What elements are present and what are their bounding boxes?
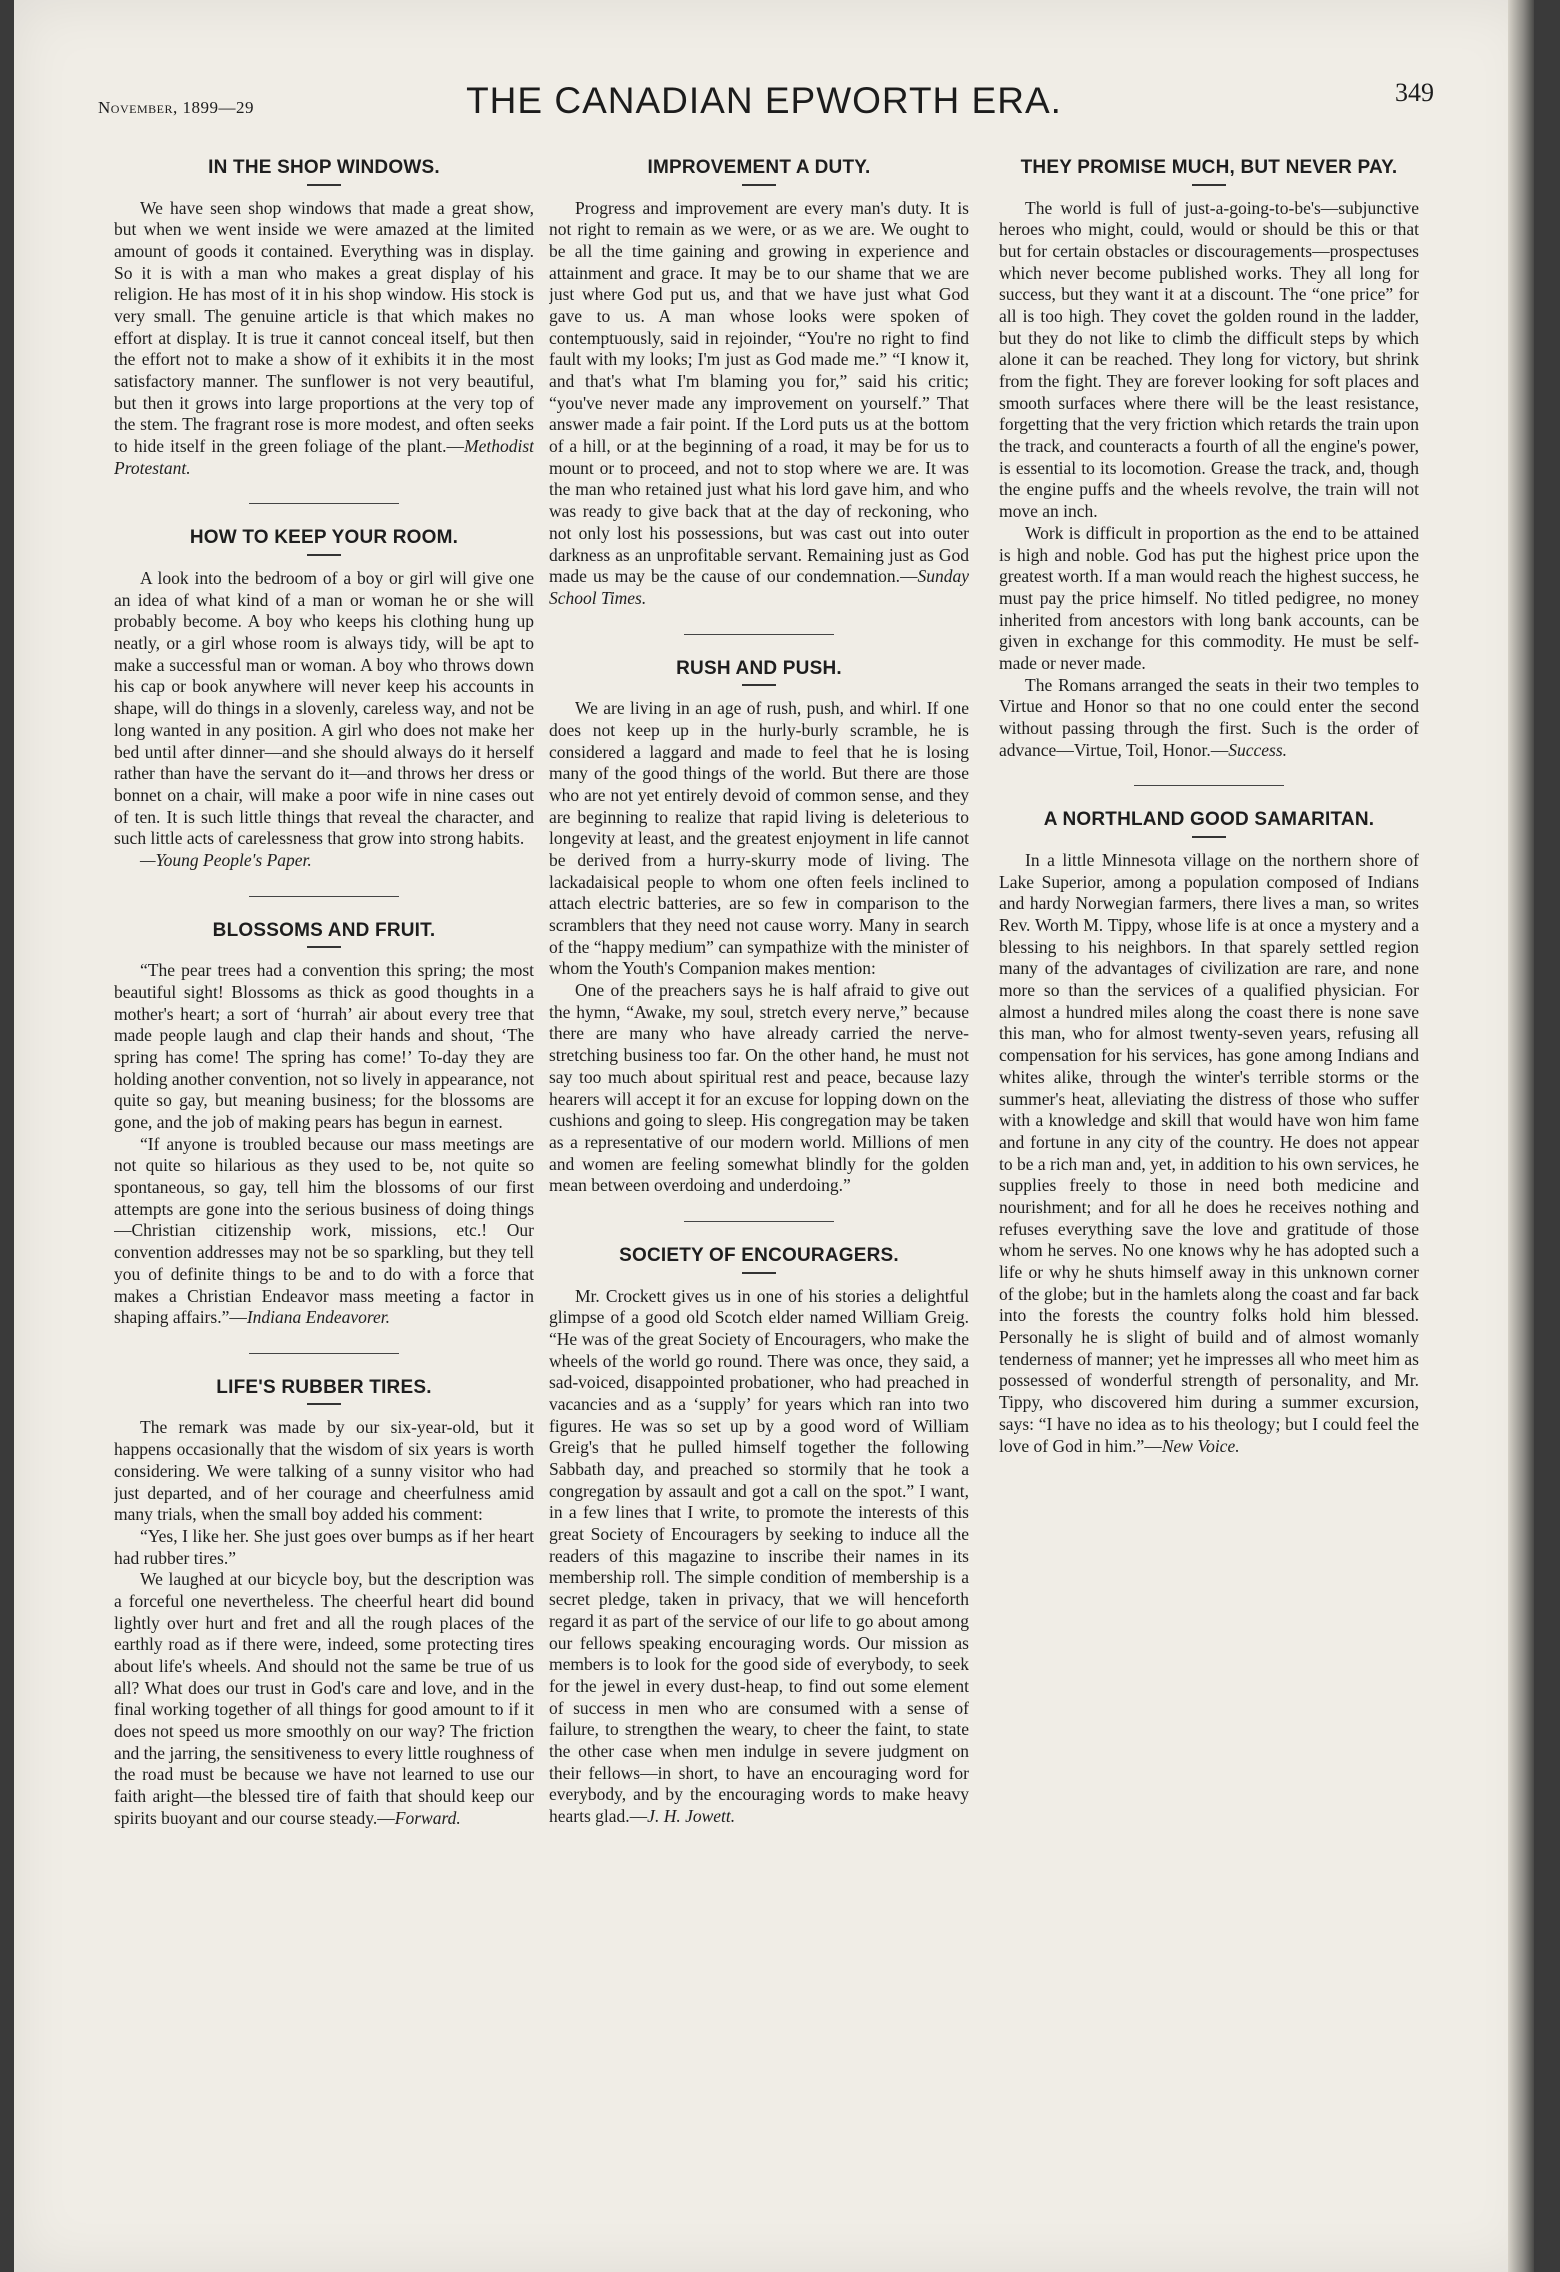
publication-title: THE CANADIAN EPWORTH ERA. [466,80,1062,121]
article-encouragers [549,1244,969,1828]
article-paragraph: A look into the bedroom of a boy or girl will give one an idea of what kind of a man or woman he or she will probably become. A boy who keeps his clothing hung up neatly, or a girl whose room is always tidy, will be apt to make a successful man or woman. A boy who throws down his cap or book anywhere will never keep his accounts in shape, will do things in a slovenly, careless way, and not be long wanted in any position. A girl who does not make her bed until after dinner—and she should always do it herself rather than have the servant do it—and throws her dress or bonnet on a chair, will make a poor wife in nine cases out of ten. It is such little things that reveal the character, and such little acts of carelessness that grow into strong habits. [114,568,534,849]
title-rule [307,184,341,186]
article-promise [999,156,1419,761]
page-edge [1508,0,1534,2272]
article-title: LIFE'S RUBBER TIRES. [216,1376,432,1398]
page [14,0,1534,2272]
article-title: IN THE SHOP WINDOWS. [208,157,440,178]
article-title: RUSH AND PUSH. [676,657,842,679]
article-title: BLOSSOMS AND FRUIT. [212,919,436,941]
title-rule [307,946,341,948]
column-1 [114,150,534,2220]
page-number: 349 [1395,78,1434,107]
column-3 [999,150,1419,2220]
column-2 [549,150,969,2220]
article-paragraph: We laughed at our bicycle boy, but the description was a forceful one nevertheless. The cheerful heart did bound lightly over hurt and fret and all the rough places of the earthly road as if there were, indeed, some protecting tires about life's wheels. And should not the same be true of us all? What does our trust in God's care and love, and in the final working together of all things for good amount to if it does not speed us more smoothly on our way? The friction and the jarring, the sensitiveness to every little roughness of the road must be because we have not learned to use our faith aright—the blessed tire of faith that should keep our spirits buoyant and our course steady.—Forward. [114,1569,534,1828]
article-separator [249,1353,399,1354]
article-paragraph: “Yes, I like her. She just goes over bumps as if her heart had rubber tires.” [114,1525,534,1568]
article-title: HOW TO KEEP YOUR ROOM. [189,527,459,549]
article-rubber-tires [114,1376,534,1830]
article-source: J. H. Jowett. [647,1806,736,1827]
article-paragraph: Progress and improvement are every man's duty. It is not right to remain as we were, or as we are. We ought to be all the time gaining and growing in experience and attainment and grace. It may be to our shame that we are just where God put us, and that we have just what God gave to us. A man whose looks were spoken of contemptuously, said in rejoinder, “You're no right to find fault with my looks; I'm just as God made me.” “I know it, and that's what I'm blaming you for,” said his critic; “you've never made any improvement on yourself.” That answer made a fair point. If the Lord puts us at the bottom of a hill, or at the beginning of a road, it may be for us to mount or to proceed, and not to stop where we are. It was the man who retained just what his lord gave him, and who was ready to give back that at the day of reckoning, who not only lost his possessions, but was cast out into outer darkness as an unprofitable servant. Remaining just as God made us may be the cause of our condemnation.—Sunday School Times. [549,197,969,608]
article-source: New Voice. [1161,1435,1240,1456]
article-source: Sunday School Times. [549,566,969,608]
article-paragraph: We are living in an age of rush, push, and whirl. If one does not keep up in the hurly-burly scramble, he is considered a laggard and made to feel that he is losing many of the good things of the world. But there are those who are not yet entirely devoid of common sense, and they are beginning to realize that rapid living is deleterious to longevity at least, and the greatest enjoyment in life cannot be derived from a hurry-skurry mode of living. The lackadaisical people to whom one often feels inclined to attach electric batteries, are so few in comparison to the scramblers that they need not cause worry. Many in search of the “happy medium” can sympathize with the minister of whom the Youth's Companion makes mention: [549,698,969,979]
article-rush-push [549,657,969,1197]
article-paragraph: The Romans arranged the seats in their two temples to Virtue and Honor so that no one could enter the second without passing through the first. Such is the order of advance—Virtue, Toil, Honor.—Success. [999,674,1419,760]
article-separator [684,1221,834,1222]
page-header [84,72,1444,132]
article-source: Methodist Protestant. [114,436,534,478]
article-source: Forward. [394,1807,461,1828]
article-separator [249,896,399,897]
article-keep-room [114,526,534,871]
article-blossoms [114,919,534,1329]
title-rule [742,184,776,186]
article-separator [684,634,834,635]
article-paragraph: The world is full of just-a-going-to-be's—subjunctive heroes who might, could, would or should be this or that but for certain obstacles or discouragements—prospectuses which never become published works. They all long for success, but they want it at a discount. The “one price” for all is too high. They covet the golden round in the ladder, but they do not like to climb the difficult steps by which alone it can be reached. They long for victory, but shrink from the fight. They are forever looking for soft places and smooth surfaces where there will be the least resistance, forgetting that the very friction which retards the train upon the track, and counteracts a fourth of all the engine's power, is essential to its locomotion. Grease the track, and, though the engine puffs and the wheels revolve, the train will not move an inch. [999,197,1419,522]
article-separator [1134,785,1284,786]
article-paragraph: In a little Minnesota village on the northern shore of Lake Superior, among a population composed of Indians and hardy Norwegian farmers, there lives a man, so writes Rev. Worth M. Tippy, whose life is at once a mystery and a blessing to his neighbors. In that sparely settled region many of the advantages of civilization are rare, and none more so than the services of a qualified physician. For almost a hundred miles along the coast there is none save this man, who for almost twenty-seven years, refusing all compensation for his services, has gone among Indians and whites alike, through the winter's terrible storms or the summer's heat, alleviating the distress of those who suffer with a knowledge and skill that would have won him fame and fortune in any city of the country. He does not appear to be a rich man and, yet, in addition to his own services, he supplies freely to those in need both medicine and nourishment; and for all he does he receives nothing and refuses everything save the love and gratitude of those whom he serves. No one knows why he has adopted such a life or why he shuts himself away in this unknown corner of the globe; but in the hamlets along the coast and far back into the forests the country folks hold him blessed. Personally he is slight of build and of almost womanly tenderness of manner; yet he impresses all who meet him as possessed of wonderful strength of personality, and Mr. Tippy, who discovered him during a summer excursion, says: “I have no idea as to his theology; but I could feel the love of God in him.”—New Voice. [999,849,1419,1456]
article-samaritan [999,808,1419,1457]
title-rule [1192,184,1226,186]
article-separator [249,503,399,504]
article-paragraph: One of the preachers says he is half afraid to give out the hymn, “Awake, my soul, stretch every nerve,” because there are many who have already carried the nerve-stretching business too far. On the other hand, he must not say too much about spiritual rest and peace, because lazy hearers will accept it for an excuse for lopping down on the cushions and going to sleep. His congregation may be taken as a representative of our modern world. Millions of men and women are feeling somewhat blindly for the golden mean between overdoing and underdoing.” [549,980,969,1196]
article-improvement [549,156,969,610]
title-rule [742,684,776,686]
article-paragraph: “If anyone is troubled because our mass meetings are not quite so hilarious as they used to be, not quite so spontaneous, so gay, tell him the blossoms of our first attempts are gone into the serious business of doing things—Christian citizenship work, missions, etc.! Our convention addresses may not be so sparkling, but they tell you of definite things to be and to do with a force that makes a Christian Endeavor mass meeting a factor in shaping affairs.”—Indiana Endeavorer. [114,1133,534,1328]
article-paragraph: “The pear trees had a convention this spring; the most beautiful sight! Blossoms as thick as good thoughts in a mother's heart; a sort of ‘hurrah’ air about every tree that made people laugh and clap their hands and shout, ‘The spring has come! The spring has come!’ To-day they are holding another convention, not so lively in appearance, not quite so gay, but meaning business; for the blossoms are gone, and the job of making pears has begun in earnest. [114,960,534,1133]
article-title: THEY PROMISE MUCH, BUT NEVER PAY. [1020,157,1398,178]
article-source: Success. [1228,739,1288,760]
article-paragraph: Work is difficult in proportion as the end to be attained is high and noble. God has put the highest price upon the greatest worth. If a man would reach the highest success, he must pay the price himself. No titled pedigree, no money inherited from ancestors with long bank accounts, can be given in exchange for this commodity. He must be self-made or never made. [999,522,1419,673]
title-rule [742,1272,776,1274]
article-source: Indiana Endeavorer. [246,1307,391,1328]
article-paragraph: The remark was made by our six-year-old, but it happens occasionally that the wisdom of six years is worth considering. We were talking of a sunny visitor who had just departed, and of her courage and cheerfulness amid many trials, when the small boy added his comment: [114,1417,534,1525]
title-rule [307,1403,341,1405]
article-title: SOCIETY OF ENCOURAGERS. [619,1244,899,1266]
article-title: A NORTHLAND GOOD SAMARITAN. [1043,809,1375,831]
article-shop-windows [114,156,534,479]
title-rule [1192,836,1226,838]
issue-date: November, 1899—29 [98,98,254,117]
article-source: —Young People's Paper. [140,849,312,870]
article-paragraph: We have seen shop windows that made a great show, but when we went inside we were amazed at the limited amount of goods it contained. Everything was in display. So it is with a man who makes a great display of his religion. He has most of it in his shop window. His stock is very small. The genuine article is that which makes no effort at display. It is true it cannot conceal itself, but then the effort not to make a show of it exhibits it in the most satisfactory manner. The sunflower is not very beautiful, but then it grows into large proportions at the very top of the stem. The fragrant rose is more modest, and often seeks to hide itself in the green foliage of the plant.—Methodist Protestant. [114,197,534,478]
article-paragraph: Mr. Crockett gives us in one of his stories a delightful glimpse of a good old Scotch elder named William Greig. “He was of the great Society of Encouragers, who make the wheels of the world go round. There was once, they said, a sad-voiced, disappointed probationer, who had preached in vacancies and as a ‘supply’ for years which ran into two figures. He was so set up by a good word of William Greig's that he pulled himself together the following Sabbath day, and preached so stormily that he took a congregation by assault and got a call on the spot.” I want, in a few lines that I write, to promote the interests of this great Society of Encouragers by seeking to induce all the readers of this magazine to inscribe their names in its membership roll. The simple condition of membership is a secret pledge, taken in privacy, that we will henceforth regard it as part of the service of our life to go about among our fellows speaking encouraging words. Our mission as members is to look for the good side of everybody, to seek for the jewel in every dust-heap, to find out some element of success in men who are consumed with a sense of failure, to strengthen the weary, to cheer the faint, to state the other case when men indulge in severe judgment on their fellows—in short, to have an encouraging word for everybody, and by the encouraging words to make heavy hearts glad.—J. H. Jowett. [549,1285,969,1827]
article-title: IMPROVEMENT A DUTY. [647,157,871,178]
title-rule [307,554,341,556]
